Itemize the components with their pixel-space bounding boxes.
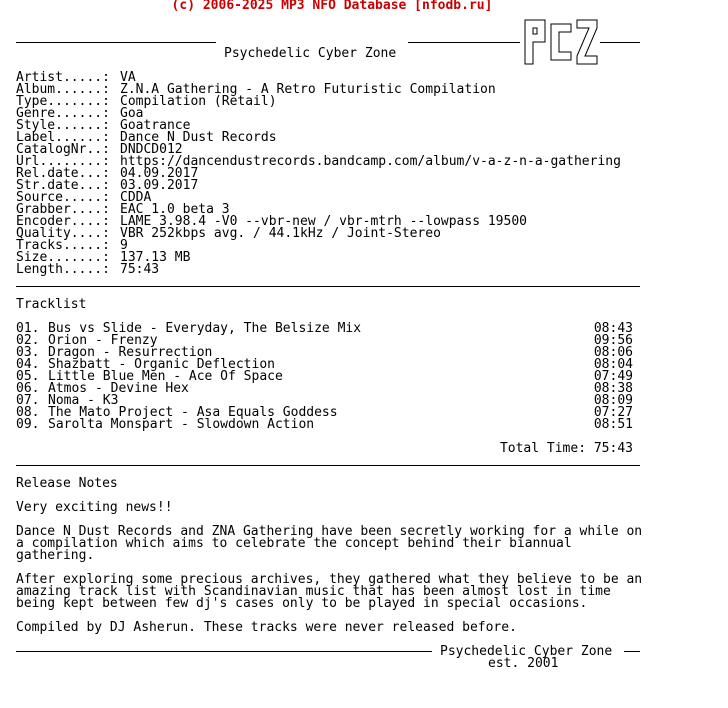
- track-title: The Mato Project - Asa Equals Goddess: [48, 405, 338, 420]
- info-key: Rel.date...:: [16, 166, 110, 181]
- footer-est: est. 2001: [488, 656, 559, 671]
- pcz-logo: [523, 18, 599, 66]
- info-row-type: [16, 96, 646, 108]
- info-row-style: [16, 120, 646, 132]
- info-key: Artist.....:: [16, 70, 110, 85]
- track-time: 08:04: [593, 357, 633, 372]
- info-key: CatalogNr..:: [16, 142, 110, 157]
- info-value: 75:43: [120, 262, 160, 277]
- info-value-url: https://dancendustrecords.bandcamp.com/album/v-a-z-n-a-gathering: [120, 154, 621, 169]
- track-time: 08:06: [593, 345, 633, 360]
- info-key: Grabber....:: [16, 202, 110, 217]
- info-value: 9: [120, 238, 128, 253]
- notes-paragraph: After exploring some precious archives, they gathered what they believe to be an amazing track list with Scandinavian music that has been almost lost in time being kept between few dj's cases only to be played in special occasions.: [16, 572, 643, 611]
- info-row-label: [16, 132, 646, 144]
- track-time: 07:27: [593, 405, 633, 420]
- track-number: 01.: [16, 321, 40, 336]
- info-key: Type.......:: [16, 94, 110, 109]
- info-row-size: [16, 252, 646, 264]
- header-rule-middle: [408, 42, 520, 43]
- info-value: Goatrance: [120, 118, 191, 133]
- info-key: Label......:: [16, 130, 110, 145]
- track-number: 06.: [16, 381, 40, 396]
- info-key: Tracks.....:: [16, 238, 110, 253]
- nfo-footer: [16, 634, 646, 674]
- header-rule-left: [16, 42, 216, 43]
- release-info: [16, 72, 646, 276]
- notes-paragraph: Compiled by DJ Asherun. These tracks were never released before.: [16, 620, 517, 635]
- track-time: 08:38: [593, 381, 633, 396]
- track-number: 03.: [16, 345, 40, 360]
- notes-paragraph: Very exciting news!!: [16, 500, 173, 515]
- header-title: Psychedelic Cyber Zone: [224, 46, 397, 61]
- track-row: [16, 419, 633, 431]
- track-title: Orion - Frenzy: [48, 333, 158, 348]
- info-value: Z.N.A Gathering - A Retro Futuristic Compilation: [120, 82, 496, 97]
- nfo-header: [16, 0, 646, 61]
- info-key: Source.....:: [16, 190, 110, 205]
- info-row-genre: [16, 108, 646, 120]
- info-key: Str.date...:: [16, 178, 110, 193]
- footer-rule-right: [624, 651, 640, 652]
- track-number: 09.: [16, 417, 40, 432]
- nfo-document: [16, 0, 646, 674]
- tracklist-heading: Tracklist: [16, 297, 87, 312]
- site-banner: (c) 2006-2025 MP3 NFO Database [nfodb.ru]: [171, 0, 493, 13]
- info-value: Goa: [120, 106, 144, 121]
- info-key: Quality....:: [16, 226, 110, 241]
- track-title: Shazbatt - Organic Deflection: [48, 357, 275, 372]
- info-row-str-date: [16, 180, 646, 192]
- info-row-url: [16, 156, 646, 168]
- track-number: 05.: [16, 369, 40, 384]
- info-value: 03.09.2017: [120, 178, 199, 193]
- info-row-source: [16, 192, 646, 204]
- info-key: Length.....:: [16, 262, 110, 277]
- info-value: LAME 3.98.4 -V0 --vbr-new / vbr-mtrh --lowpass 19500: [120, 214, 527, 229]
- tracklist: [16, 323, 646, 431]
- track-time: 08:43: [593, 321, 633, 336]
- release-notes-heading: Release Notes: [16, 476, 118, 491]
- info-row-tracks: [16, 240, 646, 252]
- info-row-album: [16, 84, 646, 96]
- track-title: Bus vs Slide - Everyday, The Belsize Mix: [48, 321, 362, 336]
- track-title: Little Blue Men - Ace Of Space: [48, 369, 283, 384]
- track-number: 07.: [16, 393, 40, 408]
- track-time: 09:56: [593, 333, 633, 348]
- info-value: 137.13 MB: [120, 250, 191, 265]
- info-key: Album......:: [16, 82, 110, 97]
- info-value: Dance N Dust Records: [120, 130, 277, 145]
- info-key: Url........:: [16, 154, 110, 169]
- info-key: Encoder....:: [16, 214, 110, 229]
- track-title: Atmos - Devine Hex: [48, 381, 189, 396]
- info-value: VBR 252kbps avg. / 44.1kHz / Joint-Stereo: [120, 226, 441, 241]
- info-value: 04.09.2017: [120, 166, 199, 181]
- track-title: Noma - K3: [48, 393, 119, 408]
- info-key: Style......:: [16, 118, 110, 133]
- footer-rule-left: [16, 651, 432, 652]
- info-row-length: [16, 264, 646, 276]
- total-time: Total Time: 75:43: [499, 441, 633, 456]
- header-rule-right: [600, 42, 640, 43]
- info-key: Size.......:: [16, 250, 110, 265]
- track-number: 08.: [16, 405, 40, 420]
- info-row-rel-date: [16, 168, 646, 180]
- info-value: EAC 1.0 beta 3: [120, 202, 230, 217]
- track-number: 02.: [16, 333, 40, 348]
- info-value: DNDCD012: [120, 142, 183, 157]
- info-value: CDDA: [120, 190, 152, 205]
- track-title: Dragon - Resurrection: [48, 345, 213, 360]
- footer-title: Psychedelic Cyber Zone: [440, 644, 613, 659]
- info-value: VA: [120, 70, 136, 85]
- track-time: 08:09: [593, 393, 633, 408]
- track-time: 07:49: [593, 369, 633, 384]
- track-time: 08:51: [593, 417, 633, 432]
- info-key: Genre......:: [16, 106, 110, 121]
- track-title: Sarolta Monspart - Slowdown Action: [48, 417, 315, 432]
- notes-paragraph: Dance N Dust Records and ZNA Gathering have been secretly working for a while on a compilation which aims to celebrate the concept behind their biannual gathering.: [16, 524, 643, 563]
- info-value: Compilation (Retail): [120, 94, 277, 109]
- info-row-quality: [16, 228, 646, 240]
- track-number: 04.: [16, 357, 40, 372]
